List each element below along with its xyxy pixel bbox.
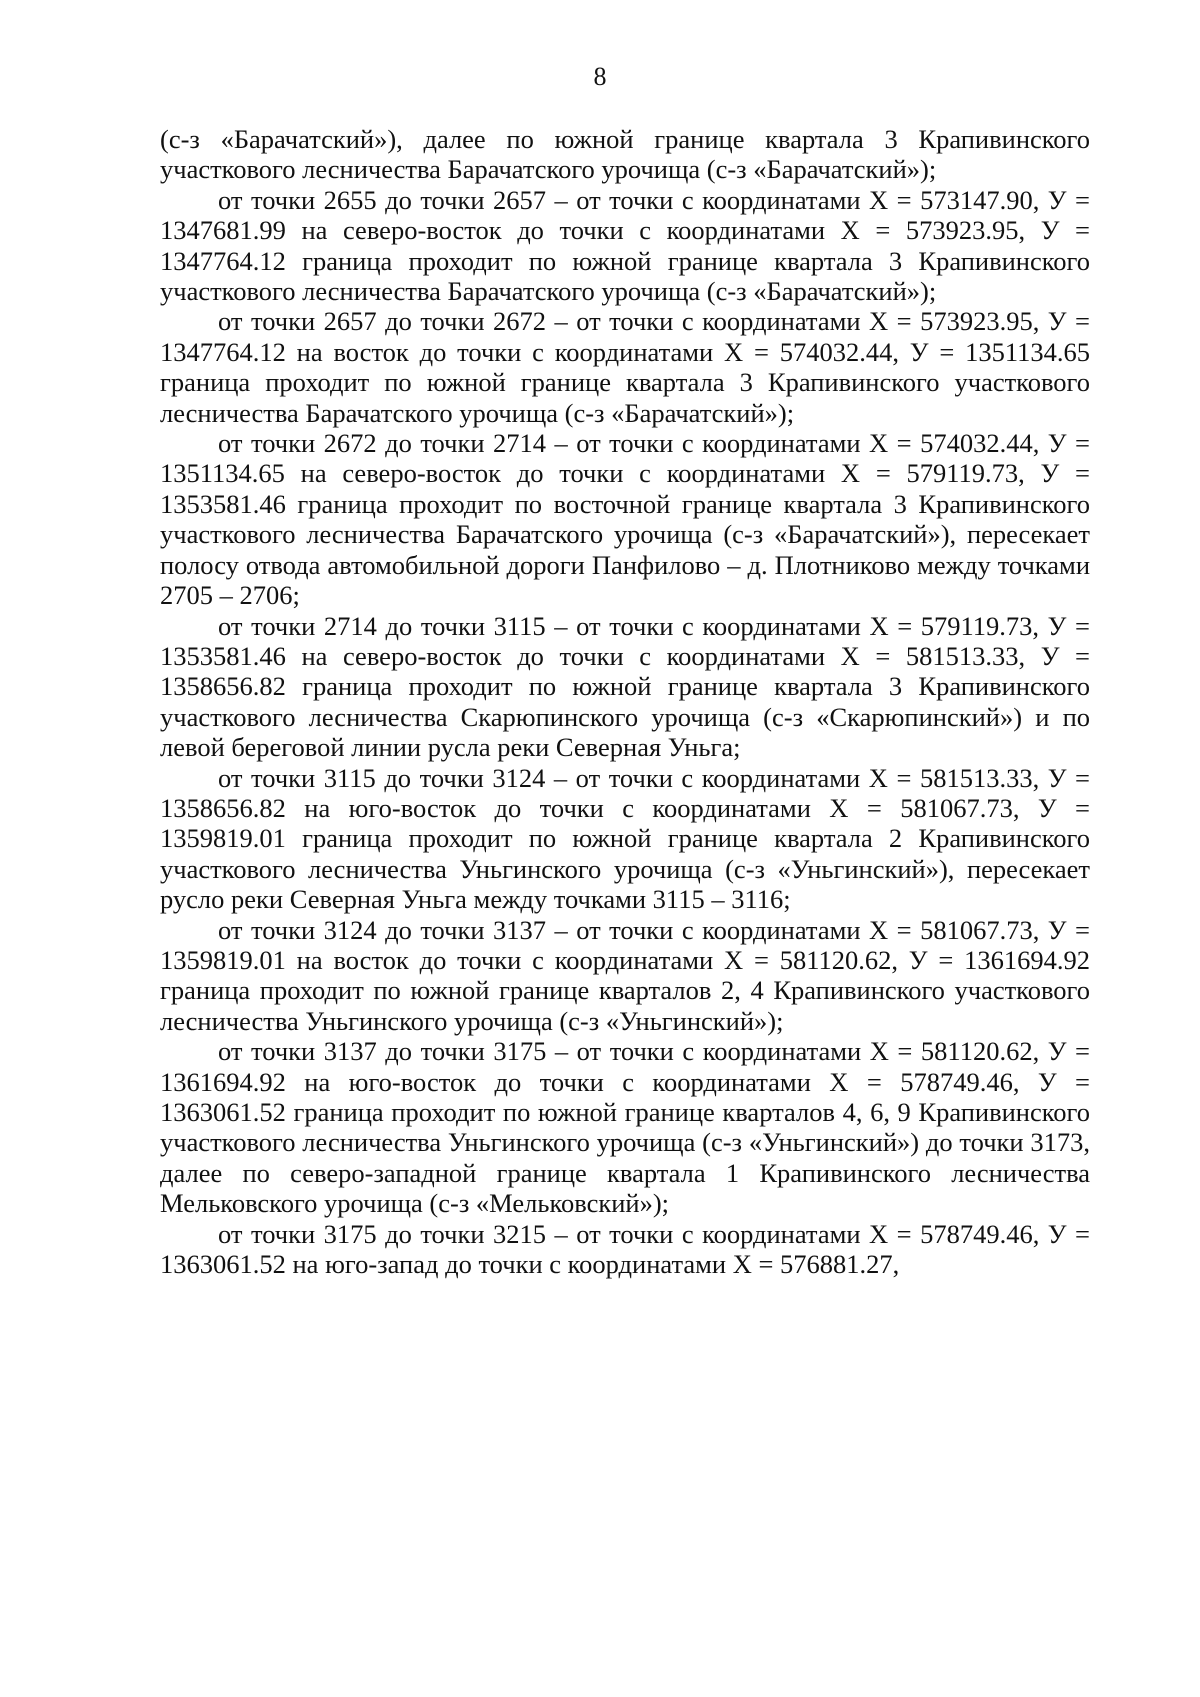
paragraph: от точки 2714 до точки 3115 – от точки с координатами Х = 579119.73, У = 1353581.46 на северо-восток до точки с координатами Х = 581513.33, У = 1358656.82 граница проходит по южной границе квартала 3 Крапивинского участкового лесничества Скарюпинского урочища (с-з «Скарюпинский») и по левой береговой линии русла реки Северная Уньга; — [160, 610, 1090, 763]
paragraph: от точки 3175 до точки 3215 – от точки с координатами Х = 578749.46, У = 1363061.52 на юго-запад до точки с координатами Х = 576881.27, — [160, 1218, 1090, 1280]
paragraph: от точки 3124 до точки 3137 – от точки с координатами Х = 581067.73, У = 1359819.01 на восток до точки с координатами Х = 581120.62, У = 1361694.92 граница проходит по южной границе кварталов 2, 4 Крапивинского участкового лесничества Уньгинского урочища (с-з «Уньгинский»); — [160, 914, 1090, 1036]
paragraph: (с-з «Барачатский»), далее по южной границе квартала 3 Крапивинского участкового лесничества Барачатского урочища (с-з «Барачатский»); — [160, 124, 1090, 185]
document-body — [160, 124, 1090, 1279]
paragraph: от точки 2672 до точки 2714 – от точки с координатами Х = 574032.44, У = 1351134.65 на северо-восток до точки с координатами Х = 579119.73, У = 1353581.46 граница проходит по восточной границе квартала 3 Крапивинского участкового лесничества Барачатского урочища (с-з «Барачатский»), пересекает полосу отвода автомобильной дороги Панфилово – д. Плотниково между точками 2705 – 2706; — [160, 428, 1090, 611]
paragraph: от точки 3137 до точки 3175 – от точки с координатами Х = 581120.62, У = 1361694.92 на юго-восток до точки с координатами Х = 578749.46, У = 1363061.52 граница проходит по южной границе кварталов 4, 6, 9 Крапивинского участкового лесничества Уньгинского урочища (с-з «Уньгинский») до точки 3173, далее по северо-западной границе квартала 1 Крапивинского лесничества Мельковского урочища (с-з «Мельковский»); — [160, 1036, 1090, 1219]
paragraph: от точки 2655 до точки 2657 – от точки с координатами Х = 573147.90, У = 1347681.99 на северо-восток до точки с координатами Х = 573923.95, У = 1347764.12 граница проходит по южной границе квартала 3 Крапивинского участкового лесничества Барачатского урочища (с-з «Барачатский»); — [160, 184, 1090, 307]
paragraph: от точки 2657 до точки 2672 – от точки с координатами Х = 573923.95, У = 1347764.12 на восток до точки с координатами Х = 574032.44, У = 1351134.65 граница проходит по южной границе квартала 3 Крапивинского участкового лесничества Барачатского урочища (с-з «Барачатский»); — [160, 306, 1090, 428]
paragraph: от точки 3115 до точки 3124 – от точки с координатами Х = 581513.33, У = 1358656.82 на юго-восток до точки с координатами Х = 581067.73, У = 1359819.01 граница проходит по южной границе квартала 2 Крапивинского участкового лесничества Уньгинского урочища (с-з «Уньгинский»), пересекает русло реки Северная Уньга между точками 3115 – 3116; — [160, 762, 1090, 915]
page-number: 8 — [593, 62, 607, 91]
